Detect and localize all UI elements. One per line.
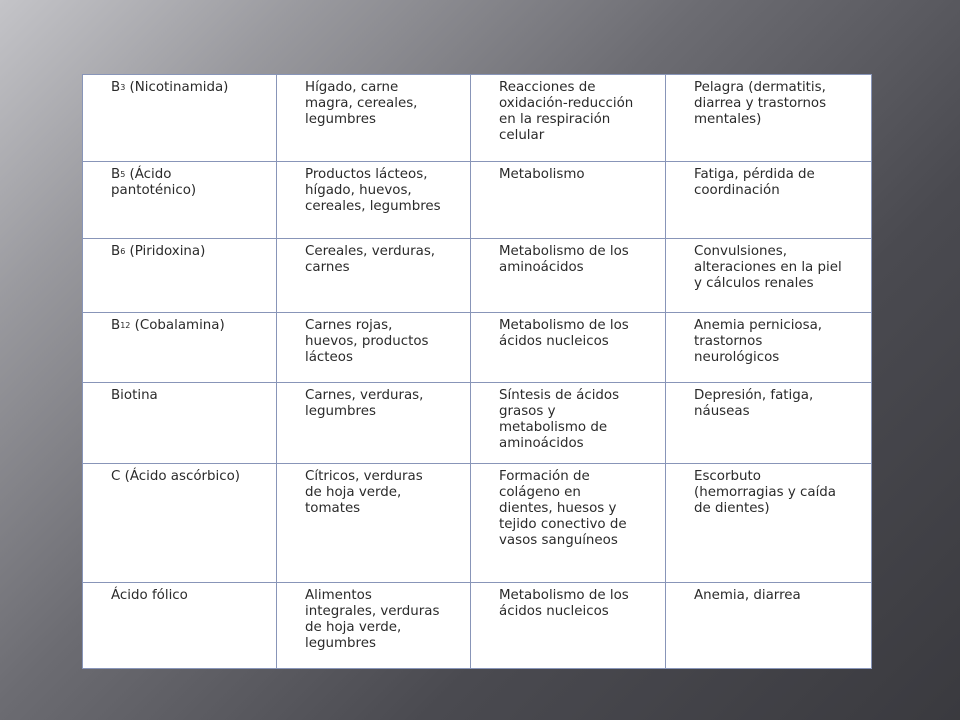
deficiency-cell: Anemia, diarrea [666,583,872,669]
vitamin-name: B [111,80,121,95]
deficiency-cell: Fatiga, pérdida de coordinación [666,162,872,239]
vitamin-cell: Biotina [83,383,277,464]
vitamin-table-container [82,74,871,668]
sources-cell: Carnes rojas, huevos, productos lácteos [277,313,471,383]
sources-cell: Productos lácteos, hígado, huevos, cereales, legumbres [277,162,471,239]
table-row [83,583,872,669]
table-row [83,464,872,583]
deficiency-cell: Escorbuto (hemorragias y caída de dientes) [666,464,872,583]
function-cell: Formación de colágeno en dientes, huesos y tejido conectivo de vasos sanguíneos [471,464,666,583]
deficiency-cell: Depresión, fatiga, náuseas [666,383,872,464]
vitamin-common-name: (Nicotinamida) [125,80,229,95]
vitamin-cell [83,162,277,239]
vitamin-common-name: (Ácido pantoténico) [111,167,197,198]
vitamin-name: B [111,318,121,333]
vitamin-subscript: 3 [120,83,126,92]
vitamin-cell: Ácido fólico [83,583,277,669]
vitamin-common-name: (Piridoxina) [125,244,206,259]
vitamin-subscript: 12 [120,321,131,330]
vitamin-table [82,74,872,669]
vitamin-name: B [111,244,121,259]
table-row [83,75,872,162]
deficiency-cell: Anemia perniciosa, trastornos neurológicos [666,313,872,383]
vitamin-cell [83,75,277,162]
sources-cell: Cítricos, verduras de hoja verde, tomates [277,464,471,583]
function-cell: Metabolismo de los ácidos nucleicos [471,583,666,669]
vitamin-cell: C (Ácido ascórbico) [83,464,277,583]
function-cell: Reacciones de oxidación-reducción en la respiración celular [471,75,666,162]
table-row [83,313,872,383]
table-row [83,383,872,464]
deficiency-cell: Pelagra (dermatitis, diarrea y trastornos mentales) [666,75,872,162]
sources-cell: Alimentos integrales, verduras de hoja verde, legumbres [277,583,471,669]
vitamin-subscript: 6 [120,247,126,256]
vitamin-name: B [111,167,121,182]
function-cell: Metabolismo de los aminoácidos [471,239,666,313]
vitamin-common-name: (Cobalamina) [130,318,225,333]
deficiency-cell: Convulsiones, alteraciones en la piel y cálculos renales [666,239,872,313]
sources-cell: Hígado, carne magra, cereales, legumbres [277,75,471,162]
sources-cell: Carnes, verduras, legumbres [277,383,471,464]
vitamin-cell [83,313,277,383]
vitamin-subscript: 5 [120,170,126,179]
function-cell: Metabolismo [471,162,666,239]
function-cell: Síntesis de ácidos grasos y metabolismo de aminoácidos [471,383,666,464]
table-row [83,162,872,239]
table-row [83,239,872,313]
vitamin-cell [83,239,277,313]
sources-cell: Cereales, verduras, carnes [277,239,471,313]
function-cell: Metabolismo de los ácidos nucleicos [471,313,666,383]
